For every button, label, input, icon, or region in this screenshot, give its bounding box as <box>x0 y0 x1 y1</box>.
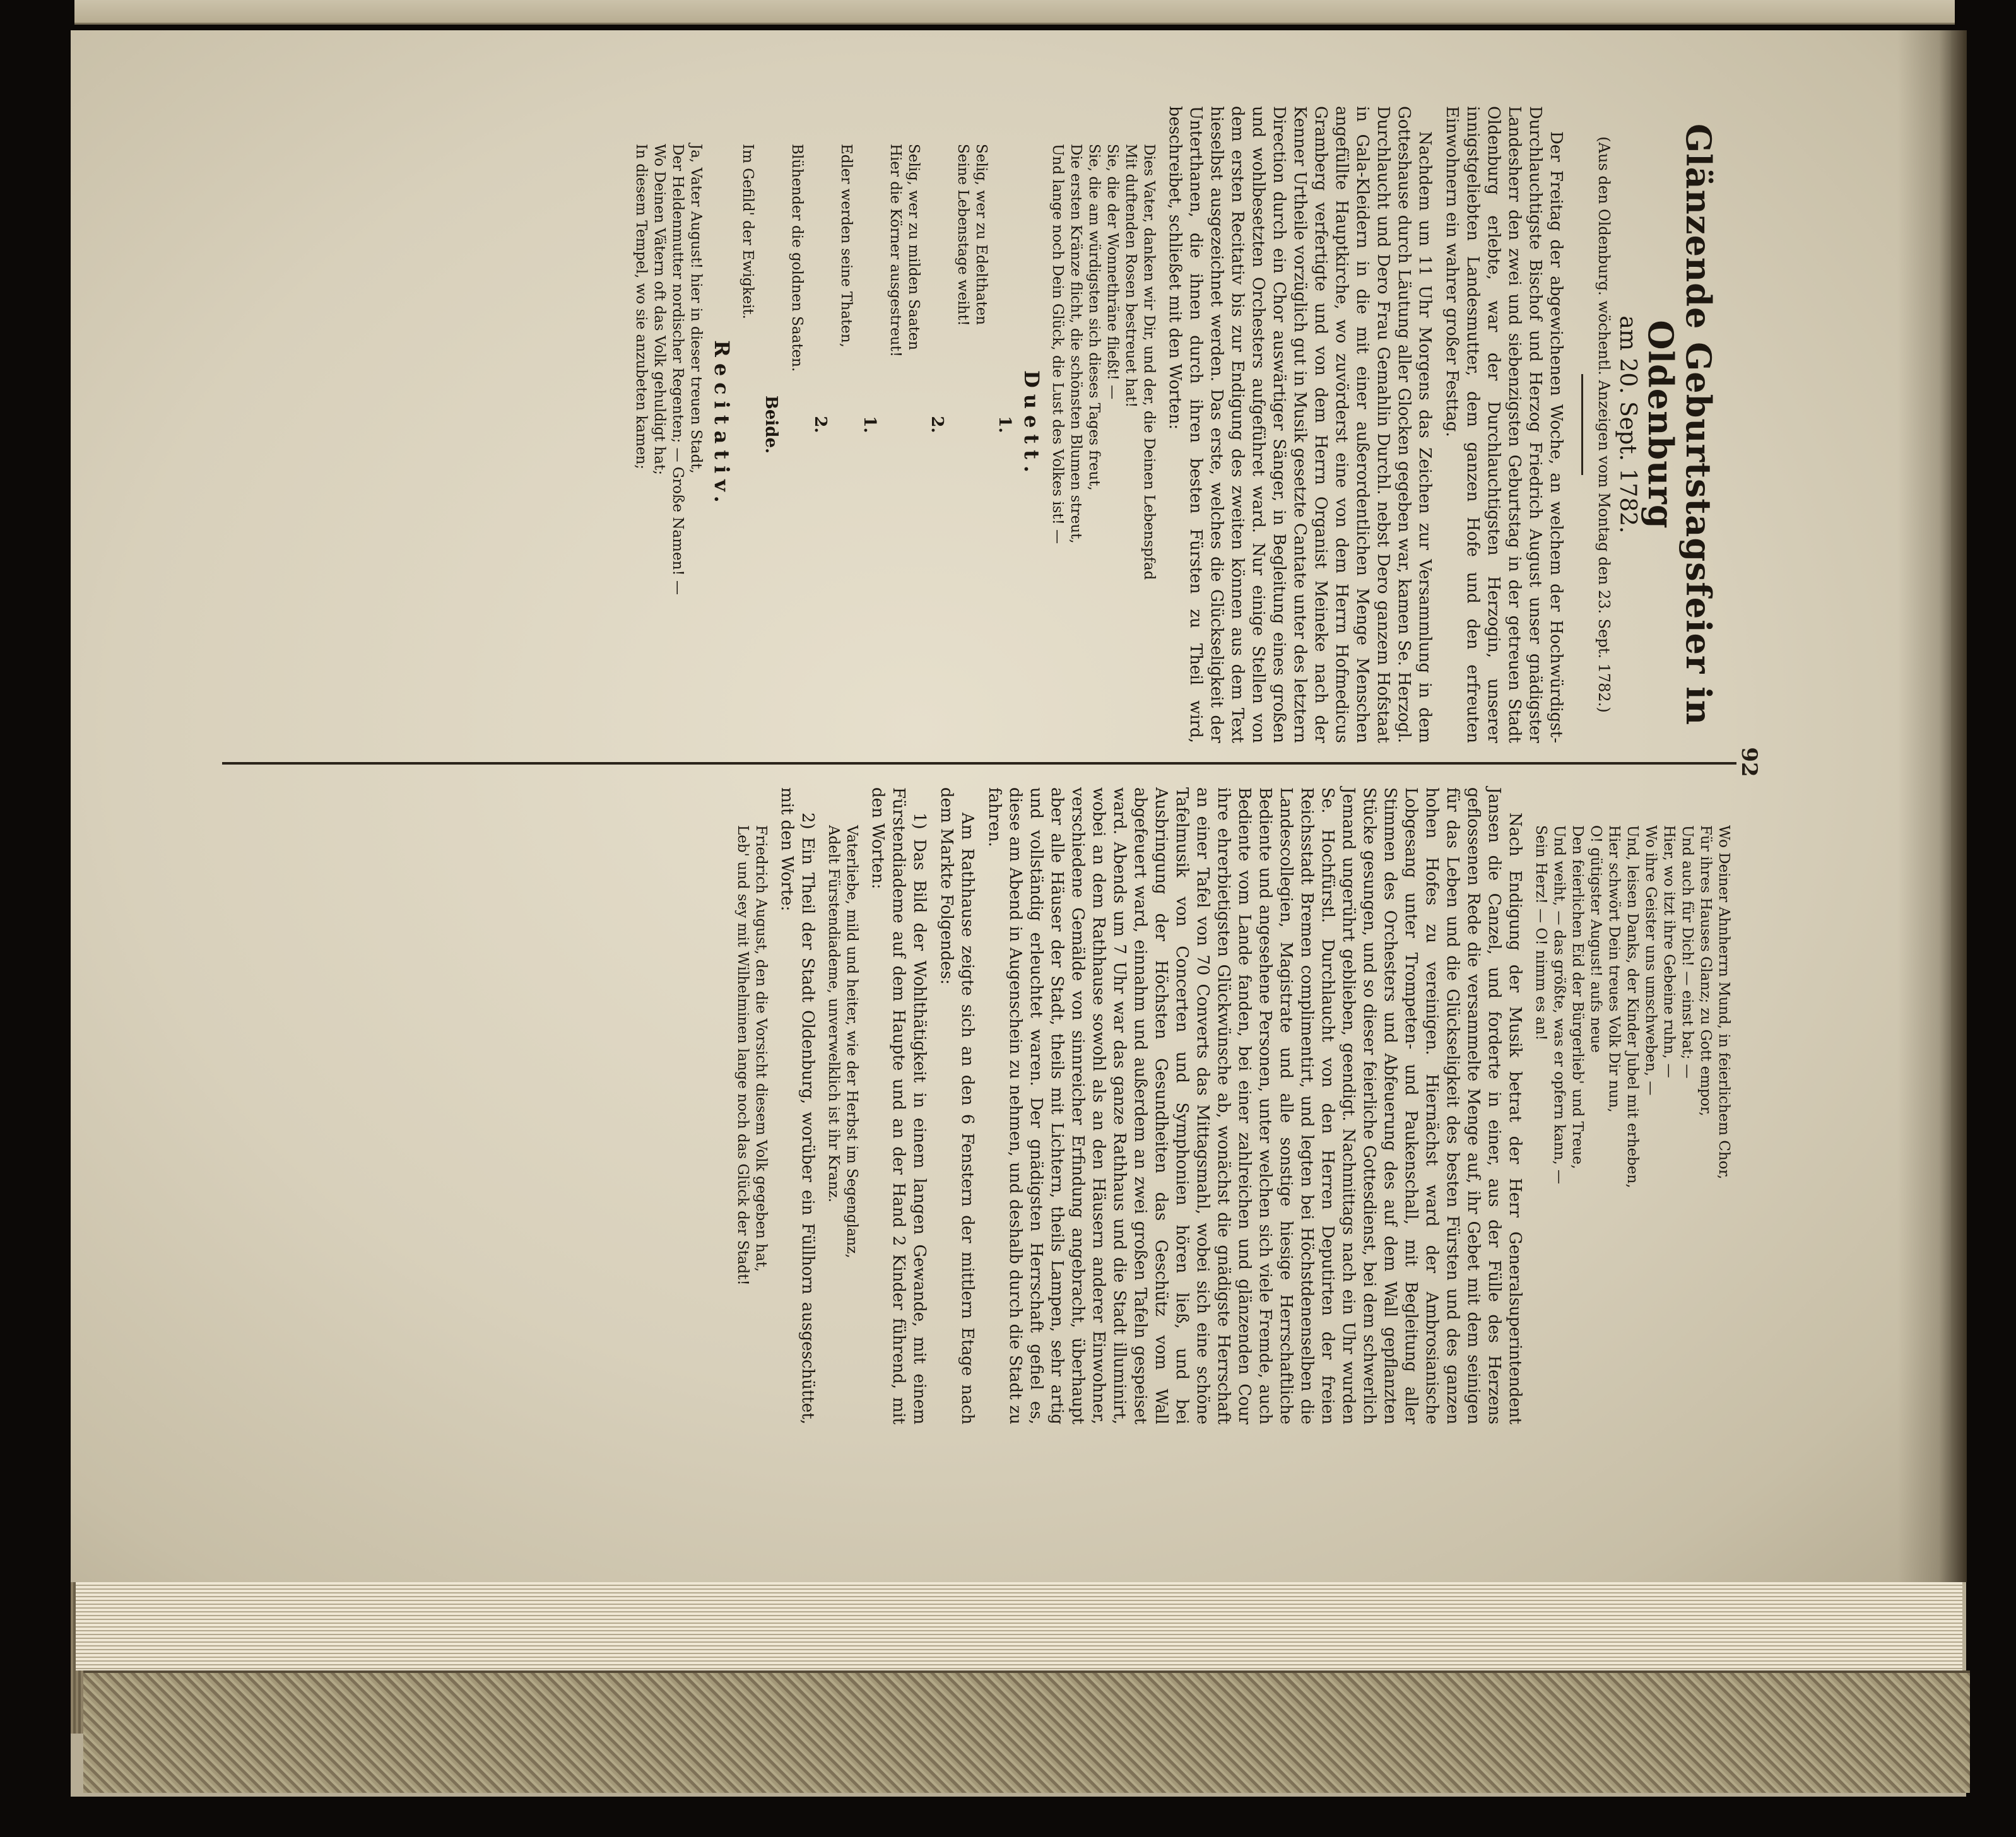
verse-line: Hier die Körner ausgestreut! <box>887 144 904 358</box>
verse-block <box>1048 144 1158 743</box>
verse-line: Wo ihre Geister uns umschweben, — <box>1642 825 1659 1096</box>
duet-verse <box>886 144 923 743</box>
verse-line: Selig, wer zu Edelthaten <box>973 144 989 326</box>
article-date: am 20. Sept. 1782. <box>1615 315 1641 534</box>
verse-line: Für ihres Hauses Glanz; zu Gott empor, <box>1697 825 1714 1117</box>
article-source: (Aus den Oldenburg. wöchentl. Anzeigen vom Montag den 23. Sept. 1782.) <box>1595 136 1613 713</box>
motto-block <box>824 825 861 1424</box>
page-gutter <box>1897 30 1967 1582</box>
verse-line: Adelt Fürstendiademe, unverwelklich ist ihr Kranz. <box>825 825 842 1203</box>
page-block-edges <box>76 1582 1962 1670</box>
duet-label: 2. <box>928 416 946 433</box>
verse-line: Sie, die der Wonnethräne fließt! — <box>1104 144 1121 400</box>
paragraph: Der Freitag der abgewichenen Woche, an welchem der Hochwürdigst-Durchlauchtigste Bischof und Herzog Friedrich August unser gnädigster Landesherr den zwei und siebenzigsten Geburtstag in der getreuen Stadt Oldenburg erlebte, war der Durchlauchtigsten Herzogin, unserer innigstgeliebten Landesmutter, dem ganzen Hofe und den erfreuten Einwohnern ein wahrer großer Festtag. <box>1442 106 1565 743</box>
book <box>71 30 1966 1797</box>
verse-line: Leb' und sey mit Wilhelminen lange noch das Glück der Stadt! <box>734 825 751 1286</box>
left-column <box>222 106 1736 743</box>
paragraph: Nach Endigung der Musik betrat der Herr Generalsuperintendent Jansen die Canzel, und forderte in einer, aus der Fülle des Herzens geflossenen Rede die versammelte Menge auf, ihr Gebet mit dem seinigen für das Leben und die Glückseligkeit des besten Fürsten und des ganzen hohen Hofes zu vereinigen. Hiernächst ward der Ambrosianische Lobgesang unter Trompeten- und Paukenschall, mit Begleitung aller Stimmen des Orchesters und Abfeuerung des auf dem Wall gepflanzten Stücke gesungen, und so dieser feierliche Gottesdienst, bei dem schwerlich Jemand ungerührt geblieben, geendigt. Nachmittags nach ein Uhr wurden Se. Hochfürstl. Durchlaucht von den Herren Deputirten der freien Reichsstadt Bremen complimentirt, und legten bei Höchstdenenselben die Landescollegien, Magistrate und alle sonstige hiesige Herrschaftliche Bediente und angesehene Personen, unter welchen sich viele Fremde, auch Bediente vom Lande fanden, bei einer zahlreichen und glänzenden Cour ihre ehrerbietigsten Glückwünsche ab, wonächst die gnädigste Herrschaft an einer Tafel von 70 Converts das Mittagsmahl, wobei sich eine schöne Tafelmusik von Concerten und Symphonien hören ließ, und bei Ausbringung der Höchsten Gesundheiten das Geschütz vom Wall abgefeuert ward, einnahm und außerdem an zwei großen Tafeln gespeiset ward. Abends um 7 Uhr war das ganze Rathhaus und die Stadt illuminirt, wobei an dem Rathhause sowohl als an den Häusern anderer Einwohner, verschiedene Gemälde von sinnreicher Erfindung angebracht, überhaupt aber alle Häuser der Stadt, theils mit Lichtern, theils Lampen, sehr artig und vollständig erleuchtet waren. Der gnädigsten Herrschaft gefiel es, diese am Abend in Augenschein zu nehmen, und deshalb durch die Stadt zu fahren. <box>985 787 1524 1424</box>
paragraph: Nachdem um 11 Uhr Morgens das Zeichen zur Versammlung in dem Gotteshause durch Läutung aller Glocken gegeben war, kamen Se. Herzogl. Durchlaucht und Dero Frau Gemahlin Durchl. nebst Dero ganzem Hofstaat in Gala-Kleidern in die mit einer außerordentlichen Menge Menschen angefüllte Hauptkirche, wo zuvörderst eine von dem Herrn Hofmedicus Gramberg verfertigte und von dem Herrn Organist Meineke nach der Kenner Urtheile vorzüglich gut in Musik gesetzte Cantate unter des letztern Direction durch ein Chor auswärtiger Sänger, in Begleitung eines großen und wohlbesetzten Orchesters aufgeführet ward. Nur einige Stellen von dem ersten Recitativ bis zur Endigung des zweiten können aus dem Text hieselbst ausgezeichnet werden. Das erste, welches die Glückseligkeit der Unterthanen, die ihnen durch ihren besten Fürsten zu Theil wird, beschreibet, schließet mit den Worten: <box>1165 106 1434 743</box>
duet-heading: Duett. <box>1020 370 1044 479</box>
recitative-verse <box>632 144 705 743</box>
verse-line: Edler werden seine Thaten, <box>838 144 854 348</box>
right-column <box>222 787 1736 1424</box>
duet-verse <box>738 144 757 743</box>
verse-line: Selig, wer zu milden Saaten <box>905 144 922 351</box>
duet-label: 1. <box>860 416 879 433</box>
verse-line: Und auch für Dich! — einst bat; — <box>1679 825 1695 1079</box>
verse-line: Sein Herz! — O! nimm es an! <box>1533 825 1549 1041</box>
book-page <box>71 30 1951 1582</box>
verse-line: Dies Vater, danken wir Dir, und der, die Deinen Lebenspfad <box>1141 144 1157 580</box>
verse-line: Friedrich August, den die Vorsicht diesem Volk gegeben hat, <box>753 825 769 1272</box>
article-title: Glänzende Geburtstagsfeier in Oldenburg <box>1641 124 1719 725</box>
verse-line: Die ersten Kränze flicht, die schönsten Blumen streut, <box>1068 144 1084 544</box>
verse-line: Im Gefild' der Ewigkeit. <box>740 144 756 319</box>
verse-line: Hier schwört Dein treues Volk Dir nun, <box>1606 825 1622 1113</box>
marbled-cover-edge <box>83 1670 1970 1793</box>
column-divider <box>222 762 1736 765</box>
paragraph: Am Rathhause zeigte sich an den 6 Fenstern der mittlern Etage nach dem Markte Folgendes: <box>937 787 977 1424</box>
paragraph: 1) Das Bild der Wohlthätigkeit in einem langen Gewande, mit einem Fürstendiademe auf dem Haupte und an der Hand 2 Kinder führend, mit den Worten: <box>868 787 929 1424</box>
verse-line: Vaterliebe, mild und heiter, wie der Herbst im Segenglanz, <box>844 825 860 1259</box>
duet-verse <box>837 144 855 743</box>
duet-label: 2. <box>811 416 830 433</box>
motto-block <box>733 825 770 1424</box>
verse-line: Der Heldenmutter nordischer Regenten; — Große Namen! — <box>669 144 686 595</box>
verse-line: Den feierlichen Eid der Bürgerlieb' und Treue, <box>1569 825 1586 1170</box>
duet-label: Beide. <box>762 395 781 454</box>
verse-line: Mit duftenden Rosen bestreuet hat! <box>1123 144 1139 408</box>
verse-line: Blühender die goldnen Saaten. <box>789 144 805 372</box>
verse-block <box>1531 825 1733 1424</box>
verse-line: Und, leisen Danks, der Kinder Jubel mit erheben, <box>1624 825 1641 1188</box>
rotated-text-block <box>348 62 1762 1576</box>
previous-page-edge <box>74 0 1955 25</box>
verse-line: Und lange noch Dein Glück, die Lust des Volkes ist! — <box>1049 144 1066 544</box>
verse-line: Seine Lebenstage weiht! <box>955 144 971 326</box>
duet-label: 1. <box>995 416 1014 433</box>
verse-line: Hier, wo itzt ihre Gebeine ruhn, — <box>1661 825 1677 1078</box>
paragraph: 2) Ein Theil der Stadt Oldenburg, worüber ein Füllhorn ausgeschüttet, mit den Worte: <box>777 787 817 1424</box>
title-rule <box>1581 374 1583 475</box>
verse-line: Wo Deiner Ahnherrn Mund, in feierlichem Chor, <box>1716 825 1732 1180</box>
duet-verse <box>787 144 806 743</box>
verse-line: O! gütigster August! aufs neue <box>1588 825 1604 1053</box>
recitative-heading: Recitativ. <box>710 340 734 509</box>
verse-line: Sie, die am würdigsten sich dieses Tages freut, <box>1086 144 1102 491</box>
page-number: 92 <box>1736 747 1762 777</box>
verse-line: In diesem Tempel, wo sie anzubeten kamen; <box>633 144 649 470</box>
duet-verse <box>953 144 990 743</box>
verse-line: Ja, Vater August! hier in dieser treuen Stadt, <box>688 144 704 474</box>
verse-line: Wo Deinen Vätern oft das Volk gehuldigt hat; <box>651 144 668 475</box>
verse-line: Und weiht, — das größte, was er opfern kann, — <box>1551 825 1567 1184</box>
